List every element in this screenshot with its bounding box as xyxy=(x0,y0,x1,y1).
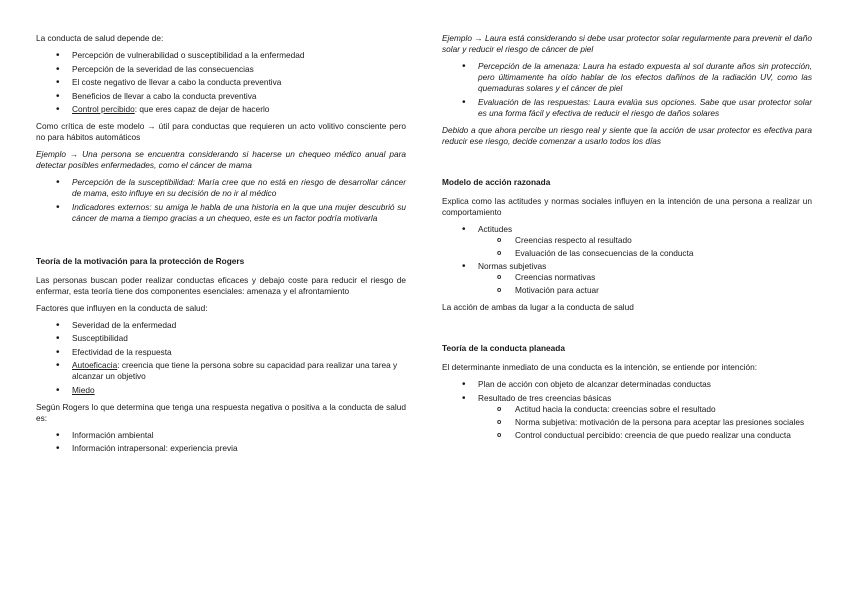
list-item: • Plan de acción con objeto de alcanzar determinadas conductas xyxy=(478,379,812,390)
example-points-list xyxy=(442,61,812,119)
right-column xyxy=(442,33,812,447)
model-critique: Como crítica de este modelo → útil para conductas que requieren un acto volitivo consciente pero no para hábitos automáticos xyxy=(36,121,406,142)
list-item: • Percepción de vulnerabilidad o susceptibilidad a la enfermedad xyxy=(72,50,406,61)
sub-list xyxy=(478,235,812,259)
rogers-intro: Las personas buscan poder realizar conductas eficaces y debajo coste para reducir el riesgo de enfermar, esta teoría tiene dos componentes esenciales: amenaza y el afrontamiento xyxy=(36,274,406,296)
list-item: • El coste negativo de llevar a cabo la conducta preventiva xyxy=(72,77,406,88)
list-item: • Actitudes o Creencias respecto al resultado o Evaluación de las consecuencias de la conducta xyxy=(478,224,812,259)
sub-list xyxy=(478,404,812,441)
underlined-term: Control percibido xyxy=(72,104,135,114)
example-paragraph: Ejemplo → Una persona se encuentra considerando si hacerse un chequeo médico anual para detectar posibles enfermedades, como el cáncer de mama xyxy=(36,149,406,170)
list-item: • Información intrapersonal: experiencia previa xyxy=(72,443,406,454)
sub-list-item: o Evaluación de las consecuencias de la conducta xyxy=(515,248,812,259)
list-item: • Información ambiental xyxy=(72,430,406,441)
sub-list-item: o Creencias normativas xyxy=(515,272,812,283)
list-item: • Percepción de la severidad de las consecuencias xyxy=(72,64,406,75)
example-conclusion: Debido a que ahora percibe un riesgo real y siente que la acción de usar protector es efectiva para reducir ese riesgo, decide comenzar a usarlo todos los días xyxy=(442,124,812,146)
list-item: • Susceptibilidad xyxy=(72,333,406,344)
health-behavior-factors-list xyxy=(36,50,406,115)
rogers-info-list xyxy=(36,430,406,455)
rogers-heading: Teoría de la motivación para la protección de Rogers xyxy=(36,255,245,266)
list-item: • Control percibido: que eres capaz de dejar de hacerlo xyxy=(72,104,406,115)
list-item: • Efectividad de la respuesta xyxy=(72,347,406,358)
rogers-factors-list xyxy=(36,320,406,396)
list-item: • Evaluación de las respuestas: Laura evalúa sus opciones. Sabe que usar protector solar es una forma fácil y efectiva de reducir el riesgo de daños solares xyxy=(478,97,812,119)
sub-list-item: o Creencias respecto al resultado xyxy=(515,235,812,246)
list-item: • Autoeficacia: creencia que tiene la persona sobre su capacidad para realizar una tarea y alcanzar un objetivo xyxy=(72,360,406,382)
reasoned-action-heading: Modelo de acción razonada xyxy=(442,176,551,187)
planned-behavior-intro: El determinante inmediato de una conducta es la intención, se entiende por intención: xyxy=(442,362,758,372)
sub-list xyxy=(478,272,812,296)
underlined-term: Autoeficacia xyxy=(72,360,118,370)
sub-list-item: o Actitud hacia la conducta: creencias sobre el resultado xyxy=(515,404,812,415)
list-item: • Resultado de tres creencias básicas o Actitud hacia la conducta: creencias sobre el resultado o Norma subjetiva: motivación de la persona para aceptar las presiones sociales o Control conductual percibido: creencia de que puedo realizar una conducta xyxy=(478,393,812,441)
planned-behavior-list xyxy=(442,379,812,441)
reasoned-action-intro: Explica como las actitudes y normas sociales influyen en la intención de una persona a realizar un comportamiento xyxy=(442,195,812,217)
reasoned-action-conclusion: La acción de ambas da lugar a la conducta de salud xyxy=(442,302,634,312)
sub-list-item: o Motivación para actuar xyxy=(515,285,812,296)
underlined-term: Miedo xyxy=(72,384,95,395)
health-behavior-intro: La conducta de salud depende de: xyxy=(36,33,164,43)
list-item: • Normas subjetivas o Creencias normativas o Motivación para actuar xyxy=(478,261,812,296)
list-item: • Beneficios de llevar a cabo la conducta preventiva xyxy=(72,91,406,102)
list-item: • Percepción de la amenaza: Laura ha estado expuesta al sol durante años sin protección, pero últimamente ha oído hablar de los efectos dañinos de la radiación UV, como las quemaduras solares y el cáncer de piel xyxy=(478,61,812,94)
list-item: • Percepción de la susceptibilidad: María cree que no está en riesgo de desarrollar cáncer de mama, esto influye en su decisión de no ir al médico xyxy=(72,177,406,199)
left-column xyxy=(36,33,406,460)
list-item: • Severidad de la enfermedad xyxy=(72,320,406,331)
planned-behavior-heading: Teoría de la conducta planeada xyxy=(442,343,565,353)
reasoned-action-list xyxy=(442,224,812,297)
rogers-factors-intro: Factores que influyen en la conducta de salud: xyxy=(36,302,208,313)
sub-list-item: o Norma subjetiva: motivación de la persona para aceptar las presiones sociales xyxy=(515,417,812,428)
example-points-list xyxy=(36,177,406,224)
list-item: • Indicadores externos: su amiga le habla de una historia en la que una mujer descubrió su cáncer de mama a tiempo gracias a un chequeo, este es un factor podría motivarla xyxy=(72,202,406,224)
example-paragraph: Ejemplo → Laura está considerando si debe usar protector solar regularmente para prevenir el daño solar y reducir el riesgo de cáncer de piel xyxy=(442,33,812,54)
list-item xyxy=(72,385,406,396)
sub-list-item: o Control conductual percibido: creencia de que puedo realizar una conducta xyxy=(515,430,812,441)
rogers-conclusion: Según Rogers lo que determina que tenga una respuesta negativa o positiva a la conducta de salud es: xyxy=(36,401,406,423)
